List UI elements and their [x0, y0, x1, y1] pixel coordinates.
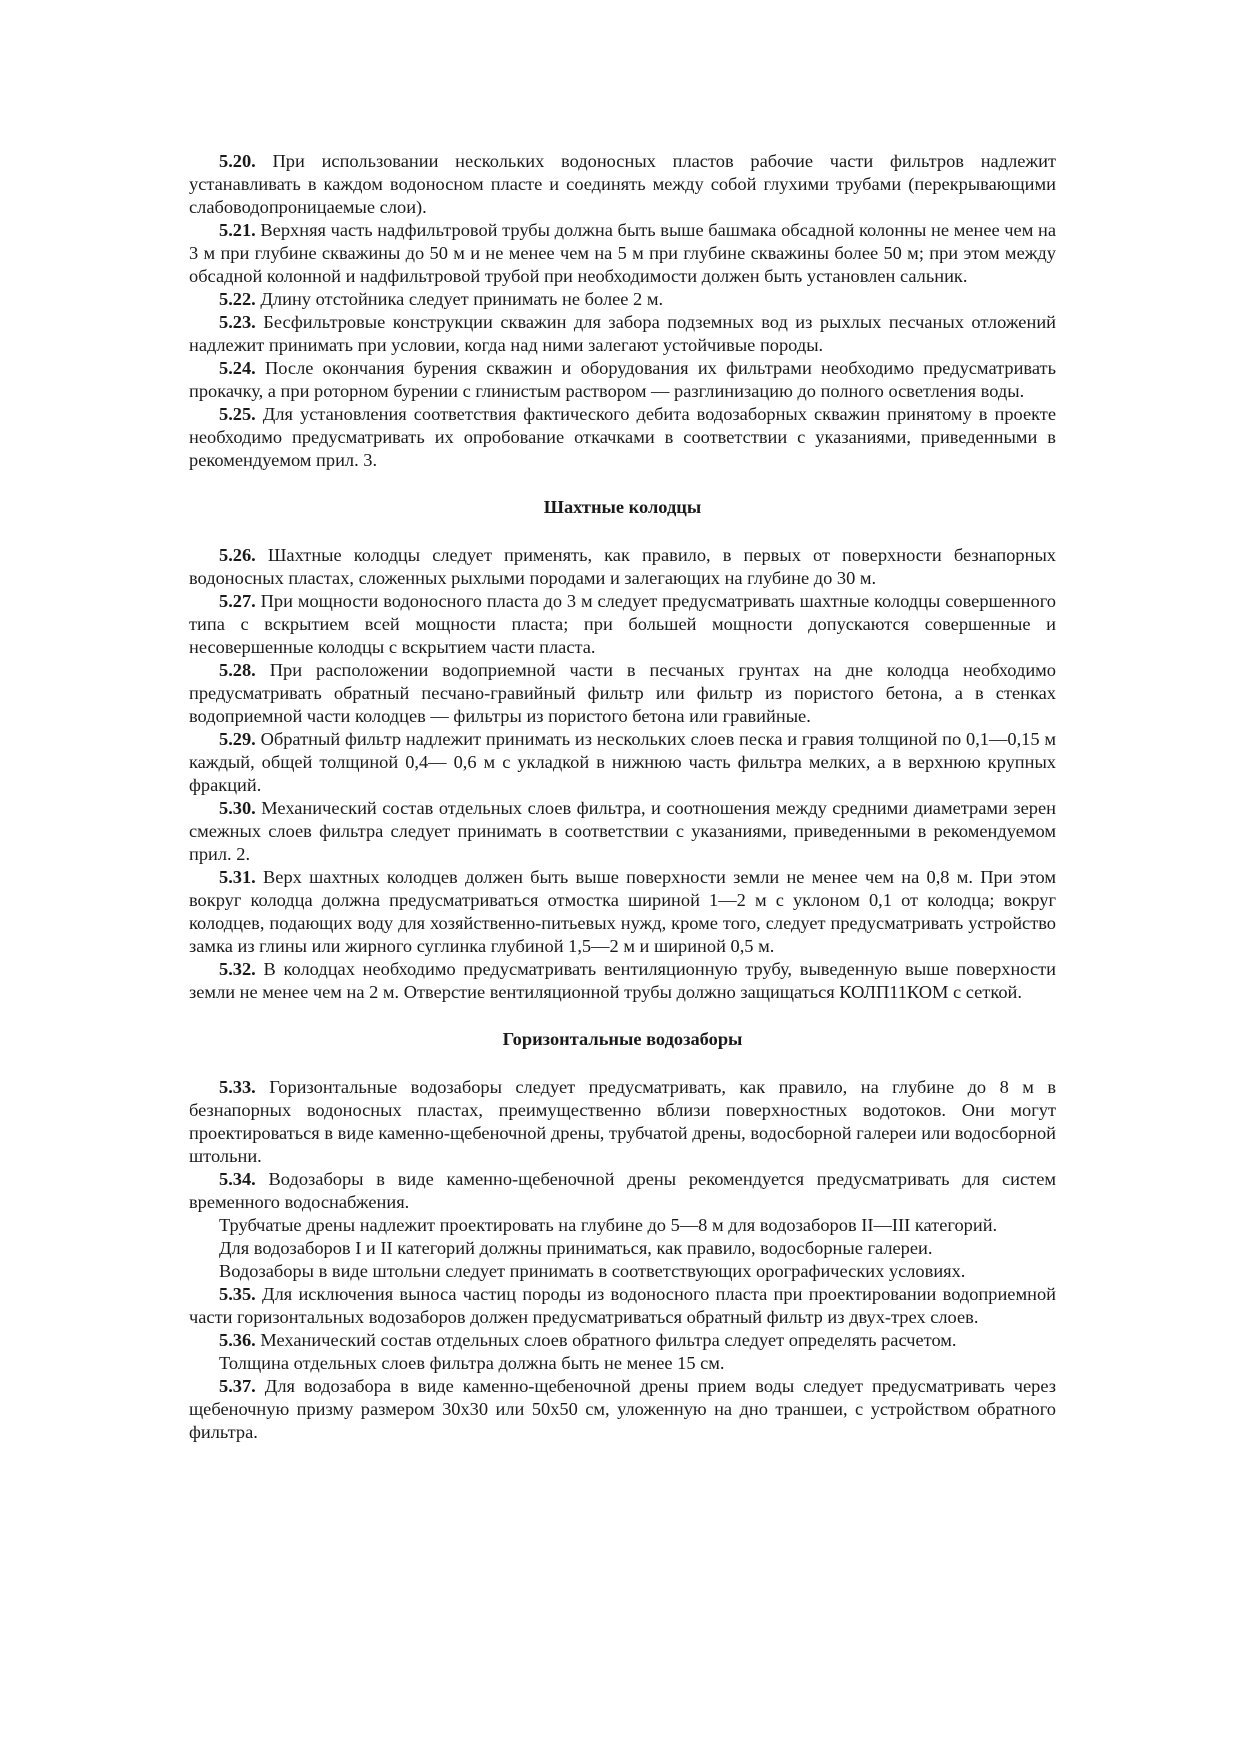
clause-text: Обратный фильтр надлежит принимать из нескольких слоев песка и гравия толщиной по 0,1—0,15 м каждый, общей толщиной 0,4— 0,6 м с укладкой в нижнюю часть фильтра мелких, а в верхнюю крупных фракций.: [189, 729, 1056, 795]
paragraph-layer-thickness: [189, 1352, 1056, 1375]
clause-text: Верхняя часть надфильтровой трубы должна быть выше башмака обсадной колонны не менее чем на 3 м при глубине скважины до 50 м и не менее чем на 5 м при глубине скважины более 50 м; при этом между обсадной колонной и надфильтровой трубой при необходимости должен быть установлен сальник.: [189, 220, 1056, 286]
clause-text: Водозаборы в виде каменно-щебеночной дрены рекомендуется предусматривать для систем временного водоснабжения.: [189, 1169, 1056, 1212]
paragraph-5-36: [189, 1329, 1056, 1352]
paragraph-5-33: [189, 1076, 1056, 1168]
clause-number: 5.26.: [219, 545, 256, 565]
paragraph-5-26: [189, 544, 1056, 590]
paragraph-adits: [189, 1260, 1056, 1283]
clause-number: 5.25.: [219, 404, 256, 424]
clause-text: Для исключения выноса частиц породы из водоносного пласта при проектировании водоприемной части горизонтальных водозаборов должен предусматриваться обратный фильтр из двух-трех слоев.: [189, 1284, 1056, 1327]
clause-number: 5.36.: [219, 1330, 256, 1350]
clause-text: Горизонтальные водозаборы следует предусматривать, как правило, на глубине до 8 м в безнапорных водоносных пластах, преимущественно вблизи поверхностных водотоков. Они могут проектироваться в виде каменно-щебеночной дрены, трубчатой дрены, водосборной галереи или водосборной штольни.: [189, 1077, 1056, 1166]
clause-text: Бесфильтровые конструкции скважин для забора подземных вод из рыхлых песчаных отложений надлежит принимать при условии, когда над ними залегают устойчивые породы.: [189, 312, 1056, 355]
section-heading: Горизонтальные водозаборы: [502, 1029, 743, 1049]
paragraph-5-34: [189, 1168, 1056, 1214]
clause-number: 5.33.: [219, 1077, 256, 1097]
paragraph-5-29: [189, 728, 1056, 797]
clause-number: 5.22.: [219, 289, 256, 309]
clause-text: Шахтные колодцы следует применять, как правило, в первых от поверхности безнапорных водоносных пластах, сложенных рыхлыми породами и залегающих на глубине до 30 м.: [189, 545, 1056, 588]
clause-text: Верх шахтных колодцев должен быть выше поверхности земли не менее чем на 0,8 м. При этом вокруг колодца должна предусматриваться отмостка шириной 1—2 м с уклоном 0,1 от колодца; вокруг колодцев, подающих воду для хозяйственно-питьевых нужд, кроме того, следует предусматривать устройство замка из глины или жирного суглинка глубиной 1,5—2 м и шириной 0,5 м.: [189, 867, 1056, 956]
clause-number: 5.20.: [219, 151, 256, 171]
clause-number: 5.34.: [219, 1169, 256, 1189]
clause-text: В колодцах необходимо предусматривать вентиляционную трубу, выведенную выше поверхности земли не менее чем на 2 м. Отверстие вентиляционной трубы должно защищаться КОЛП11КОМ с сеткой.: [189, 959, 1056, 1002]
section-wells: [189, 150, 1056, 472]
clause-number: 5.35.: [219, 1284, 256, 1304]
paragraph-5-30: [189, 797, 1056, 866]
clause-number: 5.37.: [219, 1376, 256, 1396]
paragraph-5-25: [189, 403, 1056, 472]
clause-text: Для водозабора в виде каменно-щебеночной дрены прием воды следует предусматривать через щебеночную призму размером 30x30 или 50x50 см, уложенную на дно траншеи, с устройством обратного фильтра.: [189, 1376, 1056, 1442]
clause-text: Механический состав отдельных слоев обратного фильтра следует определять расчетом.: [255, 1330, 957, 1350]
section-heading: Шахтные колодцы: [543, 497, 702, 517]
clause-number: 5.28.: [219, 660, 256, 680]
paragraph-5-22: [189, 288, 1056, 311]
clause-text: Трубчатые дрены надлежит проектировать на глубине до 5—8 м для водозаборов II—III категорий.: [219, 1215, 998, 1235]
clause-text: Толщина отдельных слоев фильтра должна быть не менее 15 см.: [219, 1353, 725, 1373]
document-page: [189, 150, 1056, 1444]
paragraph-5-20: [189, 150, 1056, 219]
paragraph-5-23: [189, 311, 1056, 357]
clause-text: Для водозаборов I и II категорий должны приниматься, как правило, водосборные галереи.: [219, 1238, 933, 1258]
clause-text: При использовании нескольких водоносных пластов рабочие части фильтров надлежит устанавливать в каждом водоносном пласте и соединять между собой глухими трубами (перекрывающими слабоводопроницаемые слои).: [189, 151, 1056, 217]
clause-text: После окончания бурения скважин и оборудования их фильтрами необходимо предусматривать прокачку, а при роторном бурении с глинистым раствором — разглинизацию до полного осветления воды.: [189, 358, 1056, 401]
clause-text: Механический состав отдельных слоев фильтра, и соотношения между средними диаметрами зерен смежных слоев фильтра следует принимать в соответствии с указаниями, приведенными в рекомендуемом прил. 2.: [189, 798, 1056, 864]
paragraph-5-37: [189, 1375, 1056, 1444]
paragraph-tubular-drains: [189, 1214, 1056, 1237]
paragraph-5-24: [189, 357, 1056, 403]
clause-number: 5.29.: [219, 729, 256, 749]
clause-text: При расположении водоприемной части в песчаных грунтах на дне колодца необходимо предусматривать обратный песчано-гравийный фильтр или фильтр из пористого бетона, а в стенках водоприемной части колодцев — фильтры из пористого бетона или гравийные.: [189, 660, 1056, 726]
paragraph-collection-galleries: [189, 1237, 1056, 1260]
section-shaft-wells: [189, 496, 1056, 1004]
paragraph-5-28: [189, 659, 1056, 728]
clause-text: Длину отстойника следует принимать не более 2 м.: [255, 289, 664, 309]
paragraph-5-21: [189, 219, 1056, 288]
clause-text: Водозаборы в виде штольни следует принимать в соответствующих орографических условиях.: [219, 1261, 966, 1281]
paragraph-5-35: [189, 1283, 1056, 1329]
paragraph-5-27: [189, 590, 1056, 659]
clause-text: Для установления соответствия фактического дебита водозаборных скважин принятому в проекте необходимо предусматривать их опробование откачками в соответствии с указаниями, приведенными в рекомендуемом прил. 3.: [189, 404, 1056, 470]
paragraph-5-32: [189, 958, 1056, 1004]
clause-number: 5.23.: [219, 312, 256, 332]
clause-number: 5.27.: [219, 591, 256, 611]
clause-number: 5.24.: [219, 358, 256, 378]
clause-number: 5.30.: [219, 798, 256, 818]
paragraph-5-31: [189, 866, 1056, 958]
clause-number: 5.21.: [219, 220, 256, 240]
clause-text: При мощности водоносного пласта до 3 м следует предусматривать шахтные колодцы совершенного типа с вскрытием всей мощности пласта; при большей мощности допускаются совершенные и несовершенные колодцы с вскрытием части пласта.: [189, 591, 1056, 657]
section-horizontal-intakes: [189, 1028, 1056, 1444]
clause-number: 5.32.: [219, 959, 256, 979]
clause-number: 5.31.: [219, 867, 256, 887]
